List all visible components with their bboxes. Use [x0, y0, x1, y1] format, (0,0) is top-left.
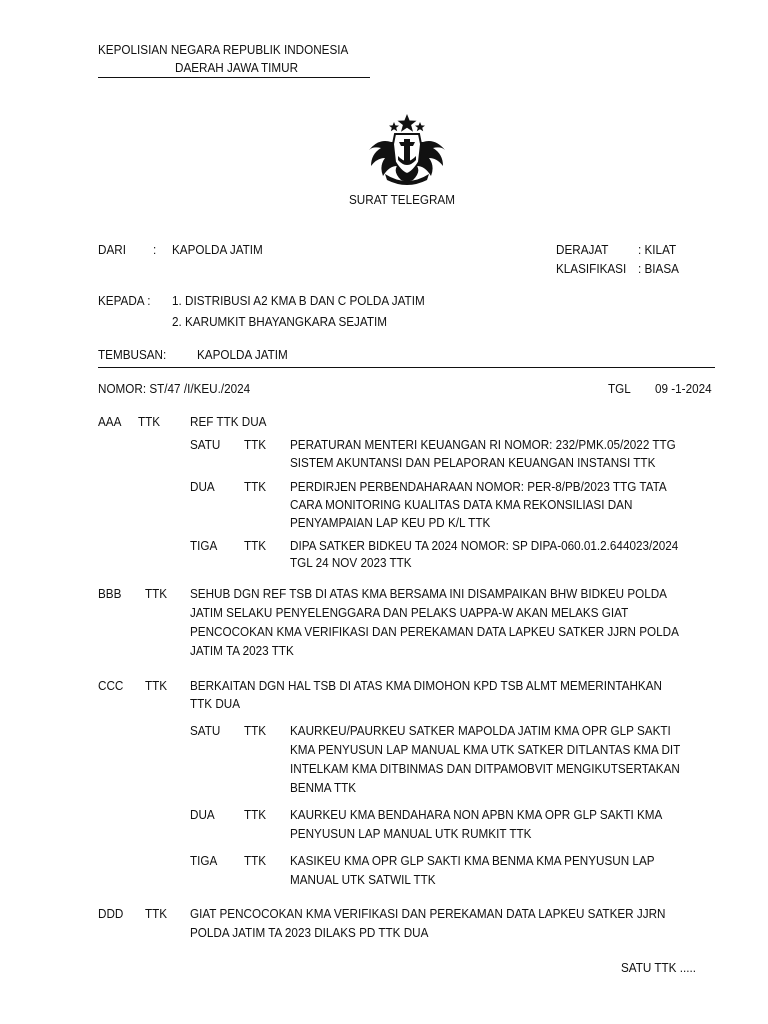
ddd-line: POLDA JATIM TA 2023 DILAKS PD TTK DUA: [190, 925, 429, 940]
document-title: SURAT TELEGRAM: [349, 192, 455, 207]
kepada-item-1: 1. DISTRIBUSI A2 KMA B DAN C POLDA JATIM: [172, 293, 425, 308]
ccc-sub-tiga-line: KASIKEU KMA OPR GLP SAKTI KMA BENMA KMA PENYUSUN LAP: [290, 853, 655, 868]
aaa-sub-dua-line: PENYAMPAIAN LAP KEU PD K/L TTK: [290, 515, 491, 530]
aaa-sub-satu-line: SISTEM AKUNTANSI DAN PELAPORAN KEUANGAN INSTANSI TTK: [290, 455, 656, 470]
ccc-sub-satu-line: KAURKEU/PAURKEU SATKER MAPOLDA JATIM KMA OPR GLP SAKTI: [290, 723, 671, 738]
ccc-sub-dua-code: DUA: [190, 807, 215, 822]
aaa-sub-satu-code: SATU: [190, 437, 221, 452]
klasifikasi-label: KLASIFIKASI: [556, 261, 627, 276]
nomor-field: NOMOR: ST/47 /I/KEU./2024: [98, 381, 251, 396]
bbb-line: JATIM TA 2023 TTK: [190, 643, 294, 658]
derajat-value: : KILAT: [638, 242, 677, 257]
section-ccc-ttk: TTK: [145, 678, 168, 693]
ccc-sub-tiga-code: TIGA: [190, 853, 218, 868]
ccc-line: BERKAITAN DGN HAL TSB DI ATAS KMA DIMOHON KPD TSB ALMT MEMERINTAHKAN: [190, 678, 662, 693]
agency-name: KEPOLISIAN NEGARA REPUBLIK INDONESIA: [98, 42, 349, 57]
ccc-sub-satu-line: KMA PENYUSUN LAP MANUAL KMA UTK SATKER DITLANTAS KMA DIT: [290, 742, 681, 757]
region-name: DAERAH JAWA TIMUR: [175, 60, 299, 75]
ccc-sub-dua-line: PENYUSUN LAP MANUAL UTK RUMKIT TTK: [290, 826, 532, 841]
dari-label: DARI: [98, 242, 126, 257]
section-ddd-ttk: TTK: [145, 906, 168, 921]
ccc-sub-satu-ttk: TTK: [244, 723, 267, 738]
ccc-sub-dua-ttk: TTK: [244, 807, 267, 822]
aaa-sub-tiga-code: TIGA: [190, 538, 218, 553]
ccc-sub-satu-line: INTELKAM KMA DITBINMAS DAN DITPAMOBVIT MENGIKUTSERTAKAN: [290, 761, 680, 776]
continuation-marker: SATU TTK .....: [621, 960, 696, 975]
aaa-sub-satu-line: PERATURAN MENTERI KEUANGAN RI NOMOR: 232/PMK.05/2022 TTG: [290, 437, 676, 452]
aaa-sub-tiga-line: DIPA SATKER BIDKEU TA 2024 NOMOR: SP DIPA-060.01.2.644023/2024: [290, 538, 679, 553]
section-bbb-code: BBB: [98, 586, 122, 601]
tgl-label: TGL: [608, 381, 631, 396]
kepada-label: KEPADA :: [98, 293, 151, 308]
aaa-sub-dua-line: CARA MONITORING KUALITAS DATA KMA REKONSILIASI DAN: [290, 497, 633, 512]
derajat-label: DERAJAT: [556, 242, 609, 257]
section-ddd-code: DDD: [98, 906, 124, 921]
bbb-line: JATIM SELAKU PENYELENGGARA DAN PELAKS UAPPA-W AKAN MELAKS GIAT: [190, 605, 629, 620]
section-aaa-text: REF TTK DUA: [190, 414, 267, 429]
police-emblem-icon: [361, 112, 453, 186]
aaa-sub-dua-code: DUA: [190, 479, 215, 494]
ccc-sub-tiga-line: MANUAL UTK SATWIL TTK: [290, 872, 436, 887]
ccc-sub-satu-line: BENMA TTK: [290, 780, 357, 795]
tembusan-value: KAPOLDA JATIM: [197, 347, 288, 362]
section-ccc-code: CCC: [98, 678, 124, 693]
klasifikasi-value: : BIASA: [638, 261, 679, 276]
dari-colon: :: [153, 242, 157, 257]
tgl-value: 09 -1-2024: [655, 381, 712, 396]
bbb-line: PENCOCOKAN KMA VERIFIKASI DAN PEREKAMAN DATA LAPKEU SATKER JJRN POLDA: [190, 624, 679, 639]
ccc-sub-satu-code: SATU: [190, 723, 221, 738]
ddd-line: GIAT PENCOCOKAN KMA VERIFIKASI DAN PEREKAMAN DATA LAPKEU SATKER JJRN: [190, 906, 666, 921]
aaa-sub-tiga-ttk: TTK: [244, 538, 267, 553]
meta-divider: [98, 367, 715, 368]
section-bbb-ttk: TTK: [145, 586, 168, 601]
bbb-line: SEHUB DGN REF TSB DI ATAS KMA BERSAMA INI DISAMPAIKAN BHW BIDKEU POLDA: [190, 586, 667, 601]
dari-value: KAPOLDA JATIM: [172, 242, 263, 257]
section-aaa-ttk: TTK: [138, 414, 161, 429]
aaa-sub-satu-ttk: TTK: [244, 437, 267, 452]
kepada-item-2: 2. KARUMKIT BHAYANGKARA SEJATIM: [172, 314, 387, 329]
aaa-sub-tiga-line: TGL 24 NOV 2023 TTK: [290, 555, 412, 570]
header-underline: [98, 77, 370, 78]
aaa-sub-dua-line: PERDIRJEN PERBENDAHARAAN NOMOR: PER-8/PB/2023 TTG TATA: [290, 479, 667, 494]
section-aaa-code: AAA: [98, 414, 122, 429]
aaa-sub-dua-ttk: TTK: [244, 479, 267, 494]
tembusan-label: TEMBUSAN:: [98, 347, 167, 362]
ccc-sub-dua-line: KAURKEU KMA BENDAHARA NON APBN KMA OPR GLP SAKTI KMA: [290, 807, 663, 822]
ccc-line: TTK DUA: [190, 696, 241, 711]
ccc-sub-tiga-ttk: TTK: [244, 853, 267, 868]
